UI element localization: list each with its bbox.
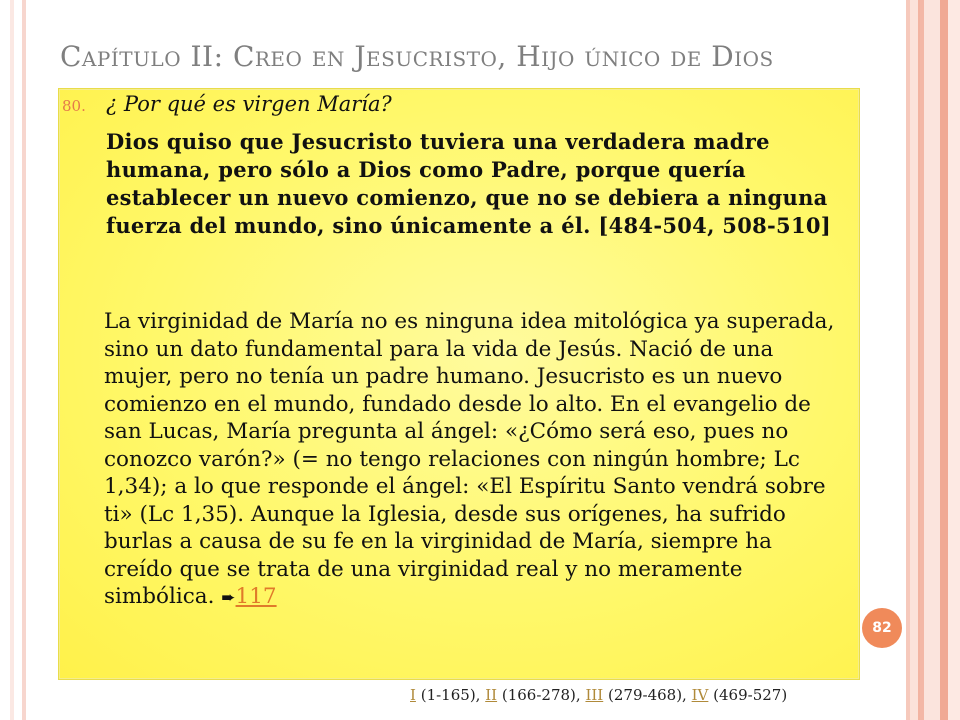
right-frame-decoration [900,0,960,720]
question-number: 80. [62,97,86,115]
reference-link-117[interactable]: 117 [235,584,277,609]
footer-link-part-3[interactable]: III [585,686,604,704]
paragraph-text: La virginidad de María no es ninguna idea mitológica ya superada, sino un dato fundamental para la vida de Jesús. Nació de una mujer, pero no tenía un padre humano. Jesucristo es un nuevo comienzo en el mundo, fundado desde lo alto. En el evangelio de san Lucas, María pregunta al ángel: «¿Cómo será eso, pues no conozco varón?» (= no tengo relaciones con ningún hombre; Lc 1,34); a lo que responde el ángel: «El Espíritu Santo vendrá sobre ti» (Lc 1,35). Aunque la Iglesia, desde sus orígenes, ha sufrido burlas a causa de su fe en la virginidad de María, siempre ha creído que se trata de una virginidad real y no meramente simbólica. [104,309,835,609]
footer-link-part-4[interactable]: IV [691,686,709,704]
slide-title: Capítulo II: Creo en Jesucristo, Hijo único de Dios [60,40,774,73]
left-frame-decoration [0,0,40,720]
footer-navigation [410,686,850,708]
frame-divider [918,0,920,720]
footer-range-part-3: (279-468), [608,686,687,704]
footer-link-part-1[interactable]: I [410,686,416,704]
question-line [62,92,842,120]
footer-range-part-1: (1-165), [420,686,481,704]
footer-range-part-2: (166-278), [501,686,581,704]
footer-range-part-4: (469-527) [713,686,788,704]
arrow-icon: ➨ [221,588,236,608]
question-text: ¿ Por qué es virgen María? [106,92,392,116]
answer-text: Dios quiso que Jesucristo tuviera una verdadera madre humana, pero sólo a Dios como Padre, porque quería establecer un nuevo comienzo, que no se debiera a ninguna fuerza del mundo, sino únicamente a él. [484-504, 508-510] [106,129,832,238]
explanation-paragraph [104,308,842,613]
footer-link-part-2[interactable]: II [485,686,498,704]
page-number-badge: 82 [862,608,902,648]
